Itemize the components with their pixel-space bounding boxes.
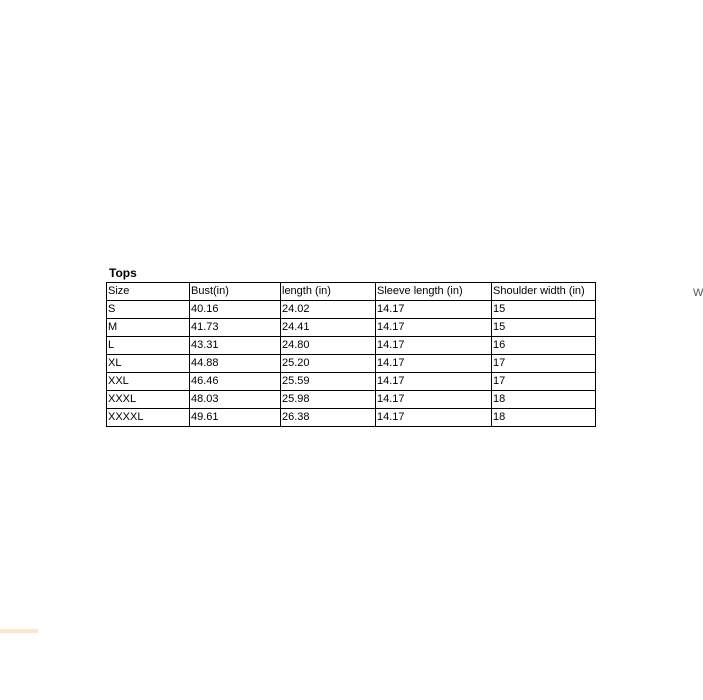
table-row: [107, 319, 596, 337]
cell-bust: 41.73: [190, 319, 281, 337]
cell-shoulder-width: 17: [492, 373, 596, 391]
cell-shoulder-width: 18: [492, 391, 596, 409]
cell-bust: 40.16: [190, 301, 281, 319]
cell-length: 26.38: [281, 409, 376, 427]
table-row: [107, 409, 596, 427]
cell-size: XXXXL: [107, 409, 190, 427]
cell-size: L: [107, 337, 190, 355]
cell-bust: 48.03: [190, 391, 281, 409]
table-row: [107, 337, 596, 355]
header-bust: Bust(in): [190, 283, 281, 301]
cell-size: XXL: [107, 373, 190, 391]
table-row: [107, 391, 596, 409]
cell-sleeve-length: 14.17: [376, 301, 492, 319]
cell-size: XL: [107, 355, 190, 373]
table-row: [107, 355, 596, 373]
cell-shoulder-width: 16: [492, 337, 596, 355]
cell-bust: 43.31: [190, 337, 281, 355]
cell-size: M: [107, 319, 190, 337]
cell-shoulder-width: 15: [492, 319, 596, 337]
cell-shoulder-width: 18: [492, 409, 596, 427]
cell-bust: 46.46: [190, 373, 281, 391]
cell-sleeve-length: 14.17: [376, 391, 492, 409]
header-shoulder-width: Shoulder width (in): [492, 283, 596, 301]
cell-sleeve-length: 14.17: [376, 409, 492, 427]
table-row: [107, 373, 596, 391]
cell-bust: 44.88: [190, 355, 281, 373]
cell-length: 24.02: [281, 301, 376, 319]
cell-sleeve-length: 14.17: [376, 355, 492, 373]
cell-length: 24.41: [281, 319, 376, 337]
header-size: Size: [107, 283, 190, 301]
cell-sleeve-length: 14.17: [376, 319, 492, 337]
cell-shoulder-width: 17: [492, 355, 596, 373]
corner-color-strip: [0, 629, 38, 633]
cell-length: 25.98: [281, 391, 376, 409]
cell-length: 25.59: [281, 373, 376, 391]
cell-shoulder-width: 15: [492, 301, 596, 319]
table-header-row: [107, 283, 596, 301]
cell-size: S: [107, 301, 190, 319]
clipped-edge-text: W: [693, 287, 703, 299]
cell-size: XXXL: [107, 391, 190, 409]
cell-sleeve-length: 14.17: [376, 337, 492, 355]
header-length: length (in): [281, 283, 376, 301]
header-sleeve-length: Sleeve length (in): [376, 283, 492, 301]
cell-bust: 49.61: [190, 409, 281, 427]
cell-length: 25.20: [281, 355, 376, 373]
table-caption: Tops: [109, 266, 137, 280]
table-row: [107, 301, 596, 319]
cell-length: 24.80: [281, 337, 376, 355]
cell-sleeve-length: 14.17: [376, 373, 492, 391]
size-chart-table: [106, 282, 596, 427]
